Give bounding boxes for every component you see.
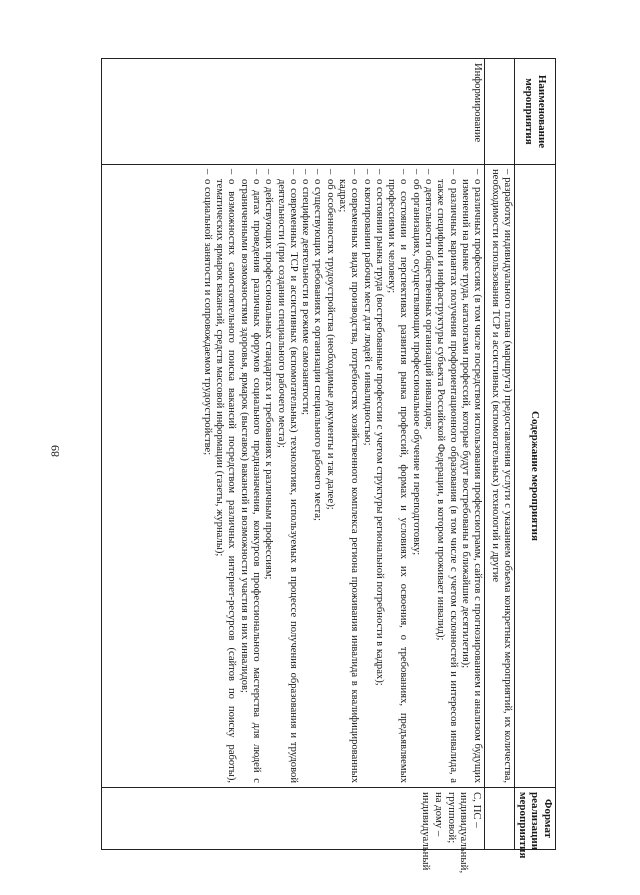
list-item xyxy=(373,169,385,783)
table-row-informing xyxy=(102,59,485,850)
header-name: Наименование мероприятия xyxy=(515,59,556,165)
list-item xyxy=(213,169,238,783)
format-line: С, ПС – xyxy=(471,792,484,828)
table-header-row xyxy=(515,59,556,850)
continuation-content-cell xyxy=(485,165,515,788)
item-text: о действующих профессиональных стандартах и требованиях к различным профессиям; xyxy=(263,179,275,580)
item-text: о возможностях самостоятельного поиска вакансий посредством различных интернет-ресурсов (сайтов по поиску работы), тематических ярмарок вакансий, средств массовой информации (газеты, журналы); xyxy=(214,179,238,783)
list-item xyxy=(299,169,311,783)
item-dash: – xyxy=(361,169,373,175)
list-item xyxy=(237,169,262,783)
continuation-name-cell xyxy=(485,59,515,165)
format-line: групповой; xyxy=(445,792,458,844)
activity-content-cell xyxy=(102,165,485,788)
table-row-continuation xyxy=(485,59,515,850)
header-content: Содержание мероприятия xyxy=(515,165,556,788)
continuation-format-cell xyxy=(485,788,515,850)
item-dash: – xyxy=(324,169,336,175)
list-item xyxy=(262,169,274,783)
item-text: о датах проведения различных форумов социального предназначения, конкурсов профессионального мастерства для людей с ограниченными возможностями здоровья, ярмарок (выставок) вакансий и возможности участия в них инвалидов; xyxy=(238,179,263,783)
item-dash: – xyxy=(201,169,213,175)
item-dash: – xyxy=(226,169,238,175)
item-text: об организациях, осуществляющих профессиональное обучение и переподготовку; xyxy=(410,179,422,556)
item-dash: – xyxy=(472,169,484,175)
activity-items-list xyxy=(201,169,483,783)
activity-format-cell xyxy=(102,788,485,874)
item-dash: – xyxy=(287,169,299,175)
item-dash: – xyxy=(447,169,459,175)
item-dash: – xyxy=(349,169,361,175)
item-text: о специфике деятельности в режиме самозанятости; xyxy=(300,179,312,416)
list-item xyxy=(385,169,410,783)
list-item xyxy=(201,169,213,783)
list-item xyxy=(422,169,434,783)
item-dash: – xyxy=(422,169,434,175)
item-dash: – xyxy=(373,169,385,175)
item-dash: – xyxy=(251,169,263,175)
item-text: о социальной занятости и сопровождаемом трудоустройстве; xyxy=(201,179,213,456)
format-line: индивидуальный xyxy=(420,792,433,871)
header-format: Формат реализации мероприятия xyxy=(515,788,556,850)
list-item xyxy=(360,169,372,783)
list-item xyxy=(409,169,421,783)
item-text: о состоянии рынка труда (востребованные профессии с учетом структуры региональной потребности в кадрах); xyxy=(373,179,385,686)
item-text: о современных ТСР и ассистивных (вспомогательных) технологиях, используемых в процессе получения образования и трудовой деятельности (при создании специального рабочего места); xyxy=(275,179,299,783)
item-dash: – xyxy=(398,169,410,175)
continuation-text: – разработку индивидуального плана (маршрута) предоставления услуги с указанием объема конкретных мероприятий, их количества, необходимости использования ТСР и ассистивных (вспомогательных) технологий и другие xyxy=(489,169,514,783)
item-text: о различных вариантах получения профориентационного образования (в том числе с учетом склонностей и интересов инвалида, а также специфики и инфраструктуры субъекта Российской Федерации, в котором проживает инвалид); xyxy=(435,179,459,783)
item-text: о деятельности общественных организаций инвалидов; xyxy=(422,179,434,430)
list-item xyxy=(434,169,459,783)
list-item xyxy=(336,169,361,783)
item-dash: – xyxy=(410,169,422,175)
item-dash: – xyxy=(263,169,275,175)
item-text: о квотировании рабочих мест для людей с инвалидностью; xyxy=(361,179,373,446)
rotated-table-container xyxy=(101,58,556,874)
list-item xyxy=(311,169,323,783)
list-item xyxy=(323,169,335,783)
item-dash: – xyxy=(312,169,324,175)
activities-table xyxy=(101,58,556,874)
item-text: о существующих требованиях к организации специального рабочего места; xyxy=(312,179,324,521)
item-text: о различных профессиях (в том числе посредством использования профессиограмм, сайтов с прогнозированием и анализом будущих изменений на рынке труда, каталогами профессий, которые будут востребованы в ближайшие десятилетия); xyxy=(459,179,484,783)
item-dash: – xyxy=(300,169,312,175)
item-text: о состоянии и перспективах развития рынка профессий, формах и условиях их освоения, о требованиях, предъявляемых профессиями к человеку; xyxy=(386,179,410,783)
activity-name: Информирование xyxy=(102,59,485,165)
item-text: о современных видах производства, потребностях хозяйственного комплекса региона проживания инвалида в квалифицированных кадрах; xyxy=(336,179,361,783)
item-text: об особенностях трудоустройства (необходимые документы и так далее); xyxy=(324,179,336,510)
page-number: 89 xyxy=(48,445,62,457)
list-item xyxy=(274,169,299,783)
format-line: на дому – xyxy=(432,792,445,837)
format-line: индивидуальный, xyxy=(458,792,471,874)
list-item xyxy=(459,169,484,783)
